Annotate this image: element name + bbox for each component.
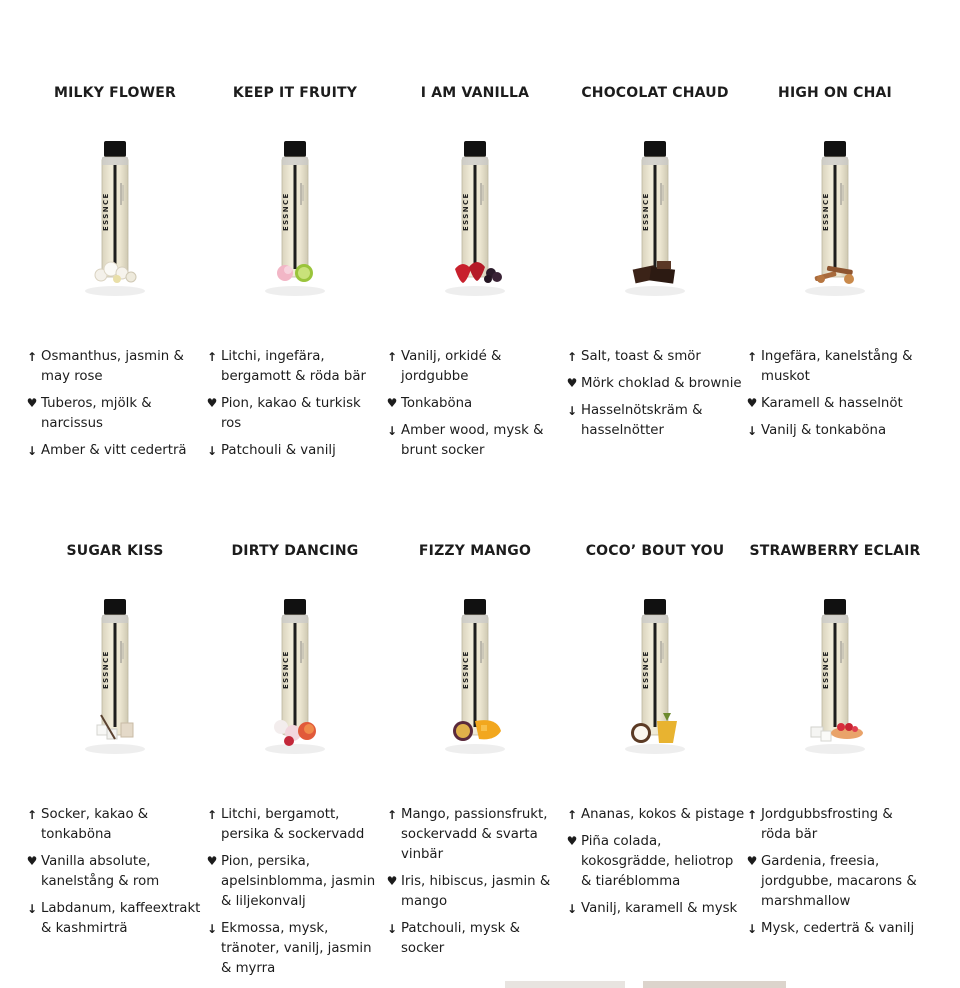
heart-note [745,394,925,414]
heart-icon: ♥ [206,854,218,868]
arrow-down-icon: ↓ [206,444,218,458]
svg-text:ESSNCE: ESSNCE [462,192,470,231]
base-note-text: Amber wood, mysk & brunt socker [401,423,544,458]
product-card [25,85,205,525]
heart-note [205,852,385,912]
heart-icon: ♥ [746,396,758,410]
top-note-text: Ingefära, kanelstång & muskot [761,349,913,384]
base-note [205,441,385,461]
perfume-vial-image [250,593,340,758]
top-note [205,347,385,387]
heart-note-text: Gardenia, freesia, jordgubbe, macarons & marshmallow [761,854,917,909]
product-vial [565,593,745,753]
top-note [565,347,745,367]
scent-notes [745,347,925,448]
product-vial [385,135,565,295]
heart-icon: ♥ [566,834,578,848]
arrow-up-icon: ↑ [206,350,218,364]
heart-note-text: Iris, hibiscus, jasmin & mango [401,874,551,909]
product-title: DIRTY DANCING [231,543,359,559]
heart-note-text: Piña colada, kokosgrädde, heliotrop & tiaréblomma [581,834,734,889]
top-note-text: Litchi, ingefära, bergamott & röda bär [221,349,366,384]
scent-notes [205,347,385,468]
product-card [385,543,565,983]
cropped-image-strip [505,981,625,988]
heart-icon: ♥ [386,874,398,888]
top-note-text: Salt, toast & smör [581,349,701,364]
heart-icon: ♥ [566,376,578,390]
arrow-down-icon: ↓ [746,922,758,936]
arrow-up-icon: ↑ [746,350,758,364]
top-note [385,805,565,865]
scent-notes [385,347,565,468]
heart-icon: ♥ [386,396,398,410]
perfume-vial-image [430,593,520,758]
top-note [25,347,205,387]
base-note-text: Hasselnötskräm & hasselnötter [581,403,703,438]
product-card [565,543,745,983]
arrow-up-icon: ↑ [746,808,758,822]
top-note-text: Vanilj, orkidé & jordgubbe [401,349,502,384]
svg-text:ESSNCE: ESSNCE [822,192,830,231]
product-card [565,85,745,525]
scent-notes [25,347,205,468]
top-note [745,805,925,845]
svg-text:ESSNCE: ESSNCE [642,192,650,231]
product-card [25,543,205,983]
product-title: MILKY FLOWER [54,85,176,101]
product-title: I AM VANILLA [420,85,530,101]
arrow-down-icon: ↓ [746,424,758,438]
arrow-down-icon: ↓ [566,404,578,418]
base-note [25,441,205,461]
top-note-text: Ananas, kokos & pistage [581,807,745,822]
base-note [385,919,565,959]
scent-notes [205,805,385,986]
svg-text:ESSNCE: ESSNCE [102,192,110,231]
product-vial [25,135,205,295]
arrow-down-icon: ↓ [26,444,38,458]
cropped-image-strip [643,981,786,988]
base-note [25,899,205,939]
svg-text:ESSNCE: ESSNCE [282,192,290,231]
base-note-text: Amber & vitt cederträ [41,443,187,458]
svg-text:ESSNCE: ESSNCE [102,650,110,689]
product-title: SUGAR KISS [66,543,164,559]
scent-notes [565,347,745,448]
arrow-down-icon: ↓ [206,922,218,936]
product-vial [205,593,385,753]
product-title: FIZZY MANGO [418,543,532,559]
heart-note-text: Tonkaböna [401,396,473,411]
heart-note-text: Pion, persika, apelsinblomma, jasmin & liljekonvalj [221,854,376,909]
arrow-down-icon: ↓ [386,424,398,438]
product-vial [205,135,385,295]
heart-note-text: Mörk choklad & brownie [581,376,742,391]
product-title: HIGH ON CHAI [778,85,892,101]
scent-notes [745,805,925,946]
base-note [745,421,925,441]
heart-note [205,394,385,434]
svg-text:ESSNCE: ESSNCE [822,650,830,689]
scent-notes [385,805,565,966]
perfume-vial-image [70,135,160,300]
perfume-vial-image [610,593,700,758]
ingredient-illustration [95,262,136,283]
top-note-text: Litchi, bergamott, persika & sockervadd [221,807,365,842]
scent-notes [25,805,205,946]
heart-note [25,852,205,892]
heart-note-text: Tuberos, mjölk & narcissus [41,396,152,431]
base-note [385,421,565,461]
perfume-vial-image [790,593,880,758]
product-card [205,85,385,525]
arrow-up-icon: ↑ [566,350,578,364]
product-card [745,543,925,983]
base-note-text: Vanilj, karamell & mysk [581,901,738,916]
top-note-text: Osmanthus, jasmin & may rose [41,349,184,384]
product-card [205,543,385,983]
base-note [205,919,385,979]
arrow-down-icon: ↓ [386,922,398,936]
product-title: COCO’ BOUT YOU [585,543,725,559]
top-note-text: Mango, passionsfrukt, sockervadd & svarta vinbär [401,807,548,862]
heart-icon: ♥ [746,854,758,868]
base-note [565,401,745,441]
heart-note [25,394,205,434]
heart-note-text: Vanilla absolute, kanelstång & rom [41,854,160,889]
scent-notes [565,805,745,926]
arrow-down-icon: ↓ [566,902,578,916]
arrow-up-icon: ↑ [386,350,398,364]
product-title: STRAWBERRY ECLAIR [749,543,921,559]
top-note [205,805,385,845]
svg-text:ESSNCE: ESSNCE [642,650,650,689]
top-note [745,347,925,387]
heart-note [565,832,745,892]
arrow-up-icon: ↑ [386,808,398,822]
heart-note-text: Pion, kakao & turkisk ros [221,396,361,431]
arrow-up-icon: ↑ [566,808,578,822]
heart-note [565,374,745,394]
perfume-vial-image [250,135,340,300]
ingredient-illustration [455,262,502,283]
base-note-text: Patchouli & vanilj [221,443,336,458]
product-vial [25,593,205,753]
product-title: CHOCOLAT CHAUD [581,85,729,101]
product-vial [745,135,925,295]
top-note-text: Jordgubbsfrosting & röda bär [761,807,893,842]
arrow-up-icon: ↑ [26,808,38,822]
heart-icon: ♥ [26,854,38,868]
top-note [25,805,205,845]
arrow-down-icon: ↓ [26,902,38,916]
product-title: KEEP IT FRUITY [232,85,358,101]
top-note-text: Socker, kakao & tonkaböna [41,807,149,842]
arrow-up-icon: ↑ [26,350,38,364]
base-note-text: Ekmossa, mysk, tränoter, vanilj, jasmin & myrra [221,921,372,976]
base-note-text: Labdanum, kaffeextrakt & kashmirträ [41,901,201,936]
base-note [745,919,925,939]
heart-note [385,394,565,414]
arrow-up-icon: ↑ [206,808,218,822]
top-note [565,805,745,825]
product-vial [745,593,925,753]
product-vial [565,135,745,295]
base-note [565,899,745,919]
heart-note [745,852,925,912]
product-card [745,85,925,525]
heart-icon: ♥ [26,396,38,410]
base-note-text: Vanilj & tonkaböna [761,423,887,438]
perfume-vial-image [430,135,520,300]
heart-note-text: Karamell & hasselnöt [761,396,903,411]
svg-text:ESSNCE: ESSNCE [282,650,290,689]
product-vial [385,593,565,753]
heart-note [385,872,565,912]
heart-icon: ♥ [206,396,218,410]
svg-text:ESSNCE: ESSNCE [462,650,470,689]
base-note-text: Patchouli, mysk & socker [401,921,520,956]
base-note-text: Mysk, cederträ & vanilj [761,921,915,936]
top-note [385,347,565,387]
perfume-vial-image [610,135,700,300]
perfume-vial-image [790,135,880,300]
perfume-vial-image [70,593,160,758]
product-card [385,85,565,525]
